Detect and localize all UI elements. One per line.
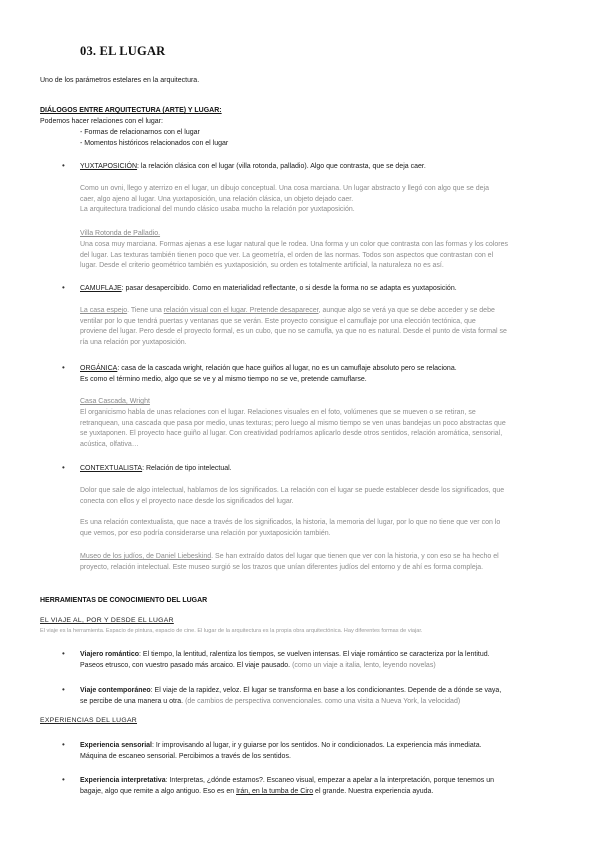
paragraph-line: del lugar. Las texturas también tienen poco que ver. La geometría, el orden de las normas. Todos son aspectos que contrastan con el [80, 251, 494, 259]
dialogos-heading: DIÁLOGOS ENTRE ARQUITECTURA (ARTE) Y LUGAR: [40, 107, 222, 114]
intro-text: Uno de los parámetros estelares en la arquitectura. [40, 77, 200, 84]
bullet-icon: • [62, 775, 65, 784]
paragraph-line: Es una relación contextualista, que nace a través de los significados, la historia, la memoria del lugar, por lo que no tiene que ver con lo [80, 519, 501, 526]
paragraph-line [80, 697, 580, 708]
bullet-icon: • [62, 463, 65, 472]
casa-cascada-reference: Casa Cascada, Wright [80, 398, 150, 405]
dialogos-lead: Podemos hacer relaciones con el lugar: [40, 118, 163, 125]
viajero-romantico-term: Viajero romántico [80, 651, 140, 658]
paragraph-line: acústica, olfativa… [80, 440, 139, 448]
text-span: : El viaje de la rapidez, veloz. El lugar se transforma en base a los condicionantes. Depende de a dónde se vaya, [150, 687, 502, 694]
experiencia-interpretativa-item [80, 776, 580, 797]
camuflaje-paragraph [80, 306, 580, 348]
text-span: : Interpretas, ¿dónde estamos?. Escaneo visual, empezar a apelar a la interpretación, porque tenemos un [165, 777, 495, 784]
organica-text2: Es como el término medio, algo que se ve y al mismo tiempo no se ve, pretende camuflarse. [80, 376, 367, 383]
paragraph-line: El organicismo habla de unas relaciones con el lugar. Relaciones visuales en el foto, volúmenes que se mueven o se retiran, se [80, 409, 476, 416]
organica-text: : casa de la cascada wright, relación que hace guiños al lugar, no es un camuflaje absoluto pero se relaciona. [117, 365, 457, 372]
bullet-icon: • [62, 685, 65, 694]
paragraph-line: ría una relación por yuxtaposición. [80, 338, 187, 346]
contextualista-item [80, 464, 232, 474]
viaje-contemporaneo-term: Viaje contemporáneo [80, 687, 151, 694]
text-span: el grande. Nuestra experiencia ayuda. [313, 787, 434, 795]
experiencias-heading: EXPERIENCIAS DEL LUGAR [40, 717, 138, 724]
text-span: (como un viaje a italia, lento, leyendo novelas) [290, 661, 436, 669]
dialogos-list-item: - Momentos históricos relacionados con el lugar [80, 140, 229, 147]
paragraph-line: se yuxtaponen. El proyecto hace guiño al lugar. Con creatividad podríamos aplicarlo desde otros sentidos, relación aromática, sensorial, [80, 430, 503, 437]
casa-espejo-reference: La casa espejo [80, 307, 128, 314]
viaje-subtext: El viaje es la herramienta. Espacio de pintura, espacio de cine. El lugar de la arquitectura es la propia obra arquitectónica. Hay diferentes formas de viajar. [40, 628, 423, 634]
paragraph-line: lugar. Desde el criterio geométrico también es yuxtaposición, su orden es totalmente artificial, la naturaleza no es así. [80, 262, 444, 269]
contextualista-paragraph-1 [80, 486, 580, 507]
paragraph-line: caer, algo ajeno al lugar. Una yuxtaposición, una relación clásica, un objeto dejado caer. [80, 195, 354, 203]
paragraph-line [80, 686, 580, 697]
paragraph-line: proyecto, relación intelectual. Este museo surgió se los trazos que unían diferentes judíos del entorno y de ahí es forma compleja. [80, 563, 484, 571]
paragraph-line [80, 306, 580, 317]
text-span: , aunque algo se verá ya que se debe acceder y se debe [318, 307, 495, 314]
paragraph-line: Como un ovni, llego y aterrizo en el lugar, un dibujo conceptual. Una cosa marciana. Un lugar abstracto y llegó con algo que se deja [80, 185, 489, 192]
paragraph-line [80, 787, 580, 798]
text-span: . Tiene una [127, 307, 164, 314]
herramientas-heading: HERRAMIENTAS DE CONOCIMIENTO DEL LUGAR [40, 597, 208, 604]
camuflaje-highlight: relación visual con el lugar. Pretende desaparecer [163, 307, 319, 314]
organica-line [80, 364, 580, 374]
text-span: (de cambios de perspectiva convencionales. como una visita a Nueva York, la velocidad) [183, 697, 461, 705]
camuflaje-item [80, 284, 580, 294]
paragraph-line: proviene del lugar. Pero desde el proyecto formal, es un cubo, que no se camufla, ya que no es natural. Desde el punto de vista formal se [80, 328, 507, 335]
yuxtaposicion-term: YUXTAPOSICIÓN [80, 163, 138, 170]
paragraph-line [80, 650, 580, 661]
text-span: se percibe de una manera u otra. [80, 697, 184, 705]
viajero-romantico-item [80, 650, 580, 671]
paragraph-line: Una cosa muy marciana. Formas ajenas a ese lugar natural que le rodea. Una forma y un color que contrasta con las formas y los colores [80, 241, 508, 248]
organica-item [80, 364, 580, 385]
contextualista-text: : Relación de tipo intelectual. [142, 465, 232, 472]
organica-term: ORGÁNICA [80, 365, 118, 372]
paragraph-line: conecta con ellos y el proyecto nace desde los significados del lugar. [80, 497, 294, 505]
tumba-ciro-reference: Irán, en la tumba de Ciro [236, 787, 314, 795]
villa-rotonda-reference: Villa Rotonda de Palladio. [80, 230, 161, 237]
contextualista-paragraph-2 [80, 518, 580, 539]
villa-rotonda-paragraph [80, 240, 580, 272]
text-span: . Se han extraído datos del lugar que tienen que ver con la historia, y con eso se ha hecho el [211, 553, 499, 560]
bullet-icon: • [62, 740, 65, 749]
yuxtaposicion-paragraph [80, 184, 580, 216]
paragraph-line: La arquitectura tradicional del mundo clásico usaba mucho la relación por yuxtaposición. [80, 206, 355, 213]
paragraph-line: que vemos, por eso podría considerarse una relación por yuxtaposición también. [80, 529, 331, 537]
experiencia-sensorial-item [80, 741, 580, 762]
paragraph-line [80, 661, 580, 672]
text-span: bagaje, algo que remite a algo antiguo. Eso es en [80, 787, 237, 795]
paragraph-line: Dolor que sale de algo intelectual, hablamos de los significados. La relación con el lugar se puede establecer desde los significados, que [80, 487, 505, 494]
text-span: : El tiempo, la lentitud, ralentiza los tiempos, se vuelven intensas. El viaje romántico se caracteriza por la lentitud. [139, 651, 490, 658]
paragraph-line: Máquina de escaneo sensorial. Percibimos a través de los sentidos. [80, 752, 291, 760]
bullet-icon: • [62, 283, 65, 292]
paragraph-line [80, 741, 580, 752]
paragraph-line: ventilar por lo que tendrá puertas y ventanas que se verán. Este proyecto consigue el camuflaje por una elección tectónica, que [80, 317, 476, 325]
yuxtaposicion-item [80, 162, 580, 172]
paragraph-line [80, 552, 580, 563]
bullet-icon: • [62, 649, 65, 658]
camuflaje-text: : pasar desapercibido. Como en materialidad reflectante, o si desde la forma no se adapta es yuxtaposición. [121, 285, 457, 292]
museo-judios-reference: Museo de los judíos, de Daniel Liebeskind [80, 553, 212, 560]
experiencia-sensorial-term: Experiencia sensorial [80, 742, 152, 749]
organica-paragraph [80, 408, 580, 450]
experiencia-interpretativa-term: Experiencia interpretativa [80, 777, 166, 784]
yuxtaposicion-text: : la relación clásica con el lugar (villa rotonda, palladio). Algo que contrasta, que se deja caer. [137, 163, 426, 170]
paragraph-line [80, 776, 580, 787]
viaje-contemporaneo-item [80, 686, 580, 707]
page-title: 03. EL LUGAR [80, 44, 166, 58]
text-span: : Ir improvisando al lugar, ir y guiarse por los sentidos. No ir condicionados. La experiencia más inmediata. [151, 742, 482, 749]
bullet-icon: • [62, 363, 65, 372]
contextualista-paragraph-3 [80, 552, 580, 573]
bullet-icon: • [62, 161, 65, 170]
camuflaje-term: CAMUFLAJE [80, 285, 122, 292]
contextualista-term: CONTEXTUALISTA [80, 465, 143, 472]
text-span: Paseos etrusco, con vuestro pasado más arcaico. El viaje pausado. [80, 661, 291, 669]
paragraph-line: retranquean, una cascada que pasa por medio, unas texturas; pero luego al mismo tiempo se ven unas bandejas un poco abstractas que [80, 419, 506, 427]
viaje-subheading: EL VIAJE AL, POR Y DESDE EL LUGAR [40, 617, 174, 624]
dialogos-list-item: - Formas de relacionarnos con el lugar [80, 129, 200, 136]
